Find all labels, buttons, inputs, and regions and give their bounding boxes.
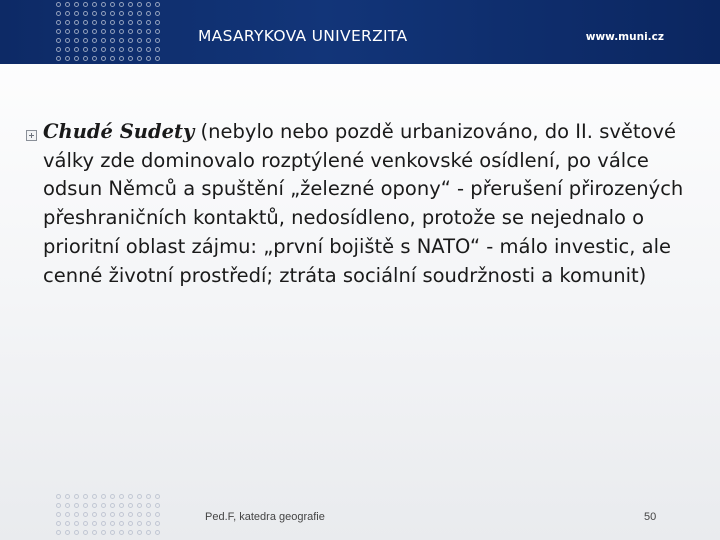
dot [155, 11, 160, 16]
body-text: (nebylo nebo pozdě urbanizováno, do II. světové války zde dominovalo rozptýlené venkovské osídlení, po válce odsun Němců a spuštění „železné opony“ - přerušení přirozených přeshraničních kontaktů, nedosídleno, protože se nejednalo o prioritní oblast zájmu: „první bojiště s NATO“ - málo investic, ale cenné životní prostředí; ztráta sociální soudržnosti a komunit) [43, 120, 684, 287]
dot [65, 56, 70, 61]
dot-pattern-decoration [56, 2, 164, 65]
dot [92, 512, 97, 517]
dot [128, 38, 133, 43]
dot [137, 56, 142, 61]
dot [83, 494, 88, 499]
dot [56, 29, 61, 34]
dot [119, 530, 124, 535]
dot [74, 11, 79, 16]
dot [137, 521, 142, 526]
dot [65, 11, 70, 16]
dot [56, 494, 61, 499]
dot [146, 56, 151, 61]
dot [155, 494, 160, 499]
dot [101, 20, 106, 25]
dot [92, 530, 97, 535]
dot [74, 530, 79, 535]
dot [101, 11, 106, 16]
dot [155, 503, 160, 508]
dot [137, 20, 142, 25]
dot [101, 494, 106, 499]
dot [137, 38, 142, 43]
dot [83, 530, 88, 535]
dot [65, 512, 70, 517]
dot [56, 530, 61, 535]
dot [65, 29, 70, 34]
dot [92, 494, 97, 499]
dot [110, 56, 115, 61]
dot [56, 56, 61, 61]
dot [155, 512, 160, 517]
dot [56, 503, 61, 508]
dot [83, 512, 88, 517]
dot [110, 38, 115, 43]
dot [74, 47, 79, 52]
dot [92, 20, 97, 25]
dot [83, 29, 88, 34]
dot [101, 530, 106, 535]
dot [146, 530, 151, 535]
dot [128, 512, 133, 517]
dot [119, 503, 124, 508]
dot [101, 2, 106, 7]
footer-dot-pattern-decoration [56, 494, 164, 539]
dot [92, 47, 97, 52]
dot [101, 512, 106, 517]
dot [155, 47, 160, 52]
dot [83, 56, 88, 61]
dot [101, 29, 106, 34]
dot [65, 20, 70, 25]
dot [74, 56, 79, 61]
dot [146, 503, 151, 508]
emphasis-text: Chudé Sudety [43, 120, 195, 143]
dot [56, 47, 61, 52]
dot [146, 2, 151, 7]
dot [119, 512, 124, 517]
dot [65, 2, 70, 7]
dot [56, 38, 61, 43]
dot [119, 11, 124, 16]
dot [119, 521, 124, 526]
dot [146, 521, 151, 526]
dot [155, 38, 160, 43]
dot [56, 521, 61, 526]
dot [155, 530, 160, 535]
dot [110, 11, 115, 16]
dot [137, 503, 142, 508]
dot [137, 29, 142, 34]
dot [65, 503, 70, 508]
dot [74, 512, 79, 517]
dot [56, 2, 61, 7]
dot [83, 503, 88, 508]
dot [155, 20, 160, 25]
dot [146, 11, 151, 16]
dot [155, 56, 160, 61]
dot [146, 38, 151, 43]
dot [110, 521, 115, 526]
dot [65, 38, 70, 43]
footer-label: Ped.F, katedra geografie [205, 511, 325, 523]
dot [137, 47, 142, 52]
dot [137, 530, 142, 535]
dot [74, 494, 79, 499]
dot [119, 38, 124, 43]
dot [146, 494, 151, 499]
dot [92, 38, 97, 43]
dot [56, 512, 61, 517]
dot [56, 20, 61, 25]
dot [74, 521, 79, 526]
dot [146, 47, 151, 52]
dot [128, 56, 133, 61]
page-number: 50 [644, 511, 657, 523]
dot [137, 512, 142, 517]
dot [101, 521, 106, 526]
dot [128, 530, 133, 535]
dot [110, 512, 115, 517]
dot [74, 20, 79, 25]
dot [128, 494, 133, 499]
dot [83, 11, 88, 16]
dot [65, 530, 70, 535]
dot [119, 20, 124, 25]
dot [119, 494, 124, 499]
dot [65, 521, 70, 526]
dot [74, 38, 79, 43]
dot [155, 29, 160, 34]
dot [119, 47, 124, 52]
website-link[interactable]: www.muni.cz [585, 31, 664, 43]
dot [83, 2, 88, 7]
dot [119, 56, 124, 61]
dot [155, 2, 160, 7]
dot [101, 47, 106, 52]
dot [119, 2, 124, 7]
dot [92, 29, 97, 34]
dot [65, 494, 70, 499]
dot [92, 11, 97, 16]
dot [92, 56, 97, 61]
dot [101, 38, 106, 43]
dot [92, 2, 97, 7]
university-name: MASARYKOVA UNIVERZITA [198, 27, 408, 45]
dot [92, 521, 97, 526]
dot [56, 11, 61, 16]
dot [74, 503, 79, 508]
dot [110, 503, 115, 508]
dot [83, 47, 88, 52]
dot [128, 2, 133, 7]
dot [146, 512, 151, 517]
expand-bullet-icon [26, 130, 37, 141]
dot [110, 29, 115, 34]
dot [101, 56, 106, 61]
dot [146, 20, 151, 25]
dot [128, 29, 133, 34]
header-bar [0, 0, 720, 64]
dot [110, 494, 115, 499]
dot [155, 521, 160, 526]
dot [137, 2, 142, 7]
dot [137, 11, 142, 16]
dot [137, 494, 142, 499]
dot [119, 29, 124, 34]
dot [92, 503, 97, 508]
dot [83, 38, 88, 43]
dot [101, 503, 106, 508]
dot [83, 521, 88, 526]
dot [128, 521, 133, 526]
dot [74, 29, 79, 34]
dot [110, 20, 115, 25]
dot [128, 20, 133, 25]
dot [110, 47, 115, 52]
dot [110, 530, 115, 535]
dot [146, 29, 151, 34]
dot [65, 47, 70, 52]
dot [128, 47, 133, 52]
dot [128, 11, 133, 16]
dot [128, 503, 133, 508]
slide-body-text [43, 118, 708, 290]
dot [110, 2, 115, 7]
dot [83, 20, 88, 25]
dot [74, 2, 79, 7]
